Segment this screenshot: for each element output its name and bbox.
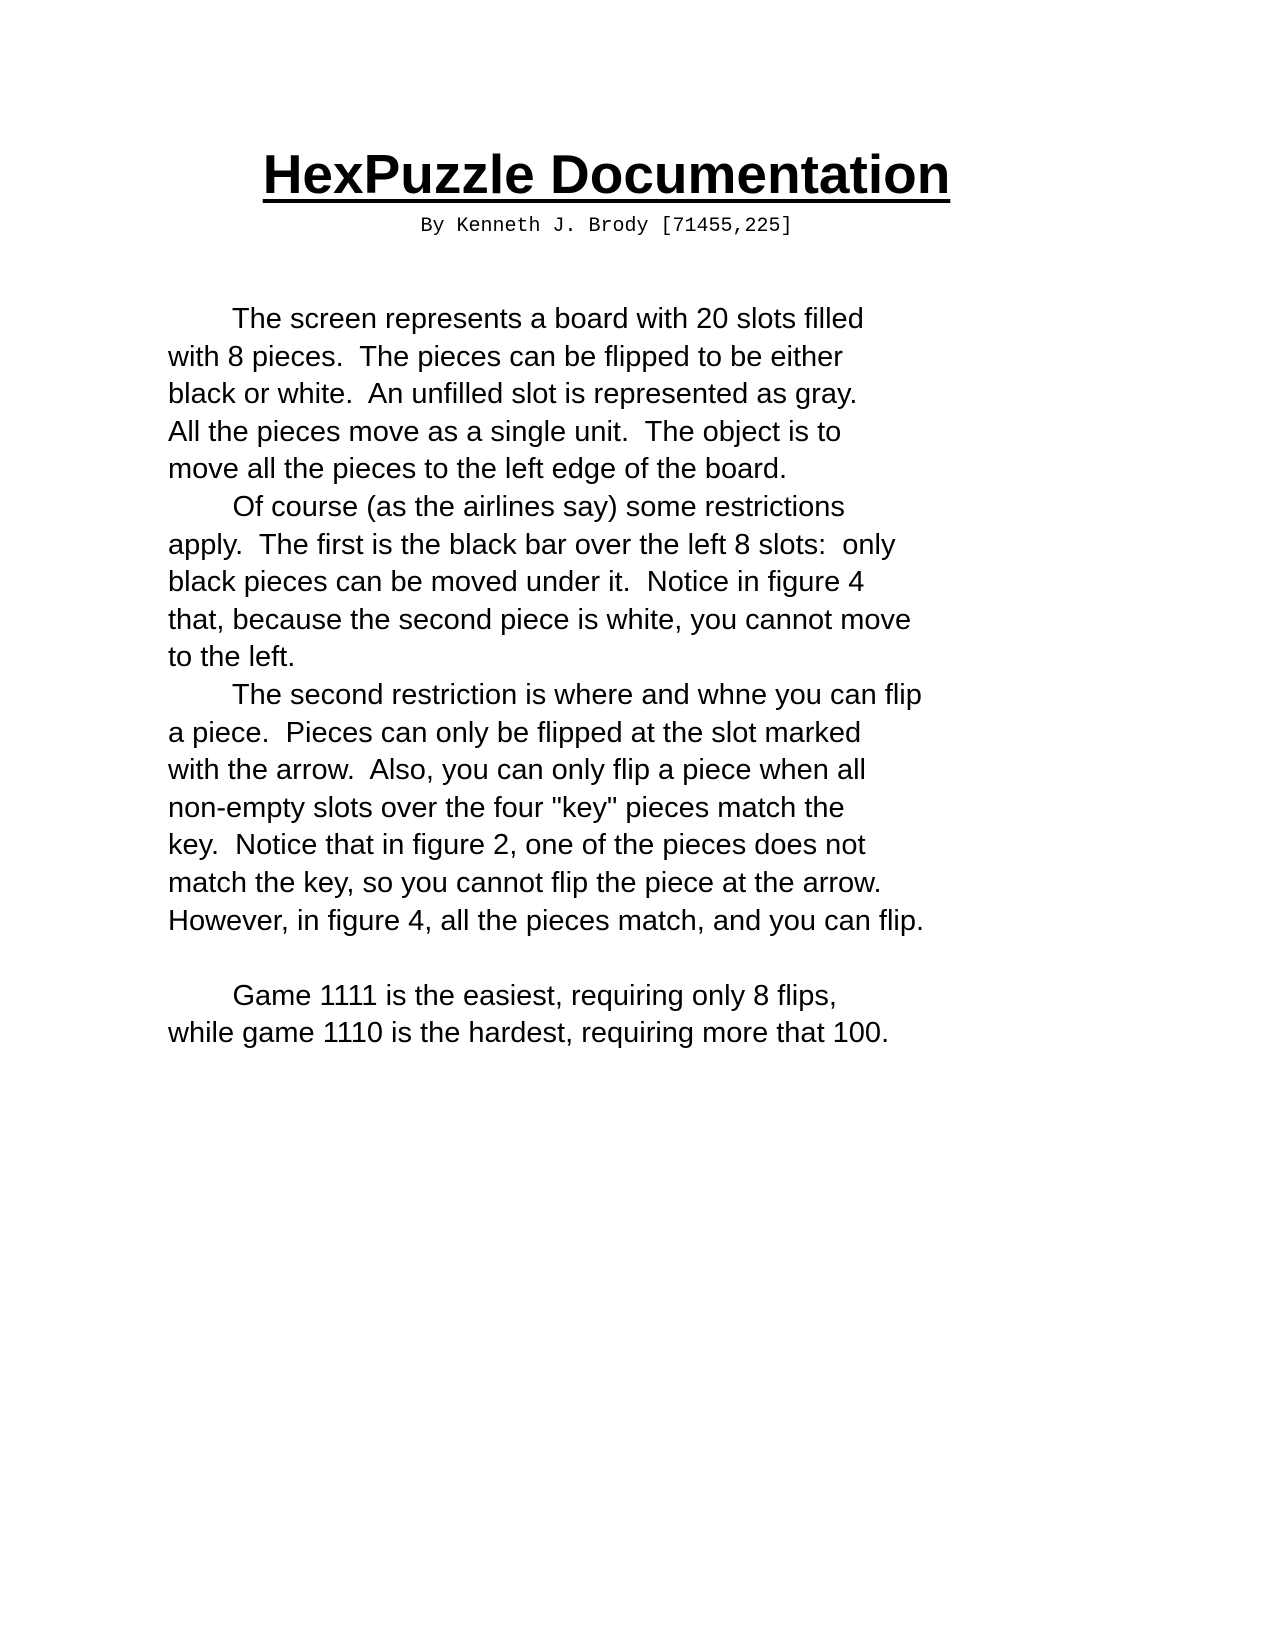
paragraph-second-restriction: The second restriction is where and whne you can flip a piece. Pieces can only be flipped at the slot marked with the arrow. Also, you can only flip a piece when all non-empty slots over the four "key" pieces match the key. Notice that in figure 2, one of the pieces does not match the key, so you cannot flip the piece at the arrow. However, in figure 4, all the pieces match, and you can flip.	[168, 678, 925, 937]
paragraph-board-description: The screen represents a board with 20 slots filled with 8 pieces. The pieces can be flipped to be either black or white. An unfilled slot is represented as gray. All the pieces move as a single unit. The object is to move all the pieces to the left edge of the board.	[168, 303, 864, 486]
paragraph-first-restriction: Of course (as the airlines say) some restrictions apply. The first is the black bar over the left 8 slots: only black pieces can be moved under it. Notice in figure 4 that, because the second piece is white, you cannot move to the left.	[168, 490, 912, 674]
document-body	[168, 301, 1068, 1053]
author-byline: By Kenneth J. Brody [71455,225]	[420, 215, 793, 238]
paragraph-game-difficulty: Game 1111 is the easiest, requiring only 8 flips, while game 1110 is the hardest, requiring more that 100.	[168, 979, 890, 1050]
page-title	[0, 142, 1275, 206]
paragraph-spacer	[168, 940, 1068, 978]
page-title-text: HexPuzzle Documentation	[262, 143, 951, 205]
